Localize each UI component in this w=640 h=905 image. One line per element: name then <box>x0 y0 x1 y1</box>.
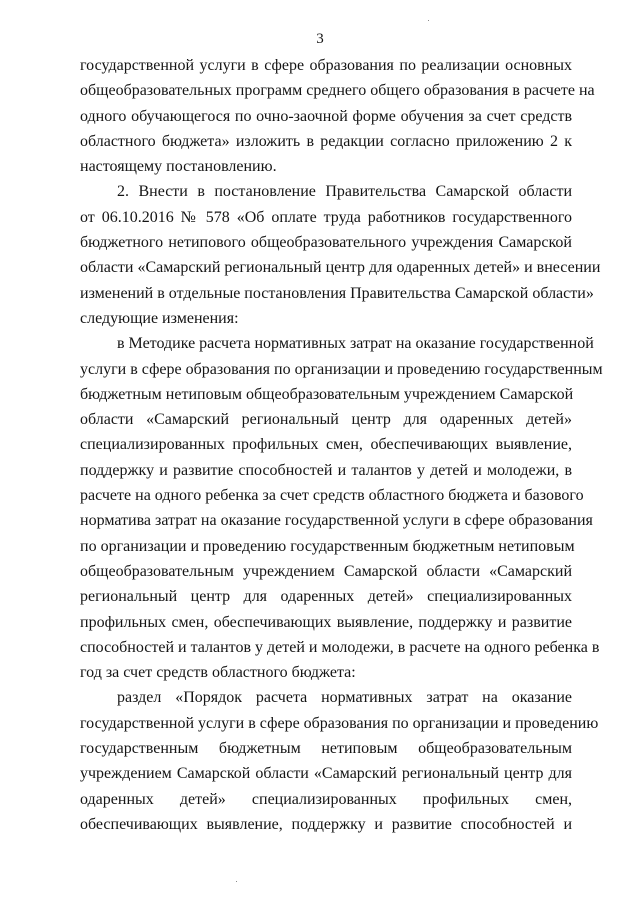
text-line: настоящему постановлению. <box>80 158 277 176</box>
text-line: области «Самарский региональный центр для одаренных детей» <box>80 411 572 429</box>
text-line: одаренных детей» специализированных профильных смен, <box>80 790 572 808</box>
text-line: следующие изменения: <box>80 309 239 327</box>
text-line: государственной услуги в сфере образования по организации и проведению <box>80 714 599 732</box>
text-line: специализированных профильных смен, обеспечивающих выявление, <box>80 436 572 454</box>
text-line: 2. Внести в постановление Правительства Самарской области <box>117 183 572 201</box>
document-body <box>80 53 603 837</box>
text-line: одного обучающегося по очно-заочной форме обучения за счет средств <box>80 107 572 125</box>
text-line: государственной услуги в сфере образования по реализации основных <box>80 57 572 74</box>
paragraph-1 <box>80 53 595 179</box>
text-line: обеспечивающих выявление, поддержку и развитие способностей и <box>80 815 572 833</box>
text-line: области «Самарский региональный центр для одаренных детей» и внесении <box>80 259 601 277</box>
scan-speck <box>236 881 237 882</box>
text-line: бюджетным нетиповым общеобразовательным учреждением Самарской <box>80 385 574 403</box>
text-line: от 06.10.2016 № 578 «Об оплате труда работников государственного <box>80 208 572 226</box>
text-line: бюджетного нетипового общеобразовательного учреждения Самарской <box>80 234 572 252</box>
page-number: 3 <box>316 31 324 47</box>
scan-speck <box>428 20 429 21</box>
paragraph-3 <box>80 331 603 685</box>
text-line: раздел «Порядок расчета нормативных затрат на оказание <box>117 689 572 707</box>
text-line: общеобразовательных программ среднего общего образования в расчете на <box>80 82 595 100</box>
text-line: год за счет средств областного бюджета: <box>80 664 356 682</box>
text-line: в Методике расчета нормативных затрат на оказание государственной <box>117 335 594 353</box>
text-line: общеобразовательным учреждением Самарской области «Самарский <box>80 562 572 580</box>
text-line: услуги в сфере образования по организации и проведению государственным <box>80 360 603 378</box>
text-line: расчете на одного ребенка за счет средств областного бюджета и базового <box>80 487 584 505</box>
text-line: учреждением Самарской области «Самарский региональный центр для <box>80 765 572 783</box>
text-line: по организации и проведению государственным бюджетным нетиповым <box>80 537 575 555</box>
text-line: поддержку и развитие способностей и талантов у детей и молодежи, в <box>80 461 572 479</box>
text-line: региональный центр для одаренных детей» специализированных <box>80 588 572 606</box>
text-line: профильных смен, обеспечивающих выявление, поддержку и развитие <box>80 613 572 631</box>
text-line: норматива затрат на оказание государственной услуги в сфере образования <box>80 512 593 530</box>
text-line: областного бюджета» изложить в редакции согласно приложению 2 к <box>80 132 572 150</box>
paragraph-2 <box>80 179 601 331</box>
text-line: государственным бюджетным нетиповым общеобразовательным <box>80 740 572 758</box>
paragraph-4 <box>80 685 599 837</box>
text-line: способностей и талантов у детей и молодежи, в расчете на одного ребенка в <box>80 638 600 656</box>
text-line: изменений в отдельные постановления Правительства Самарской области» <box>80 284 594 302</box>
